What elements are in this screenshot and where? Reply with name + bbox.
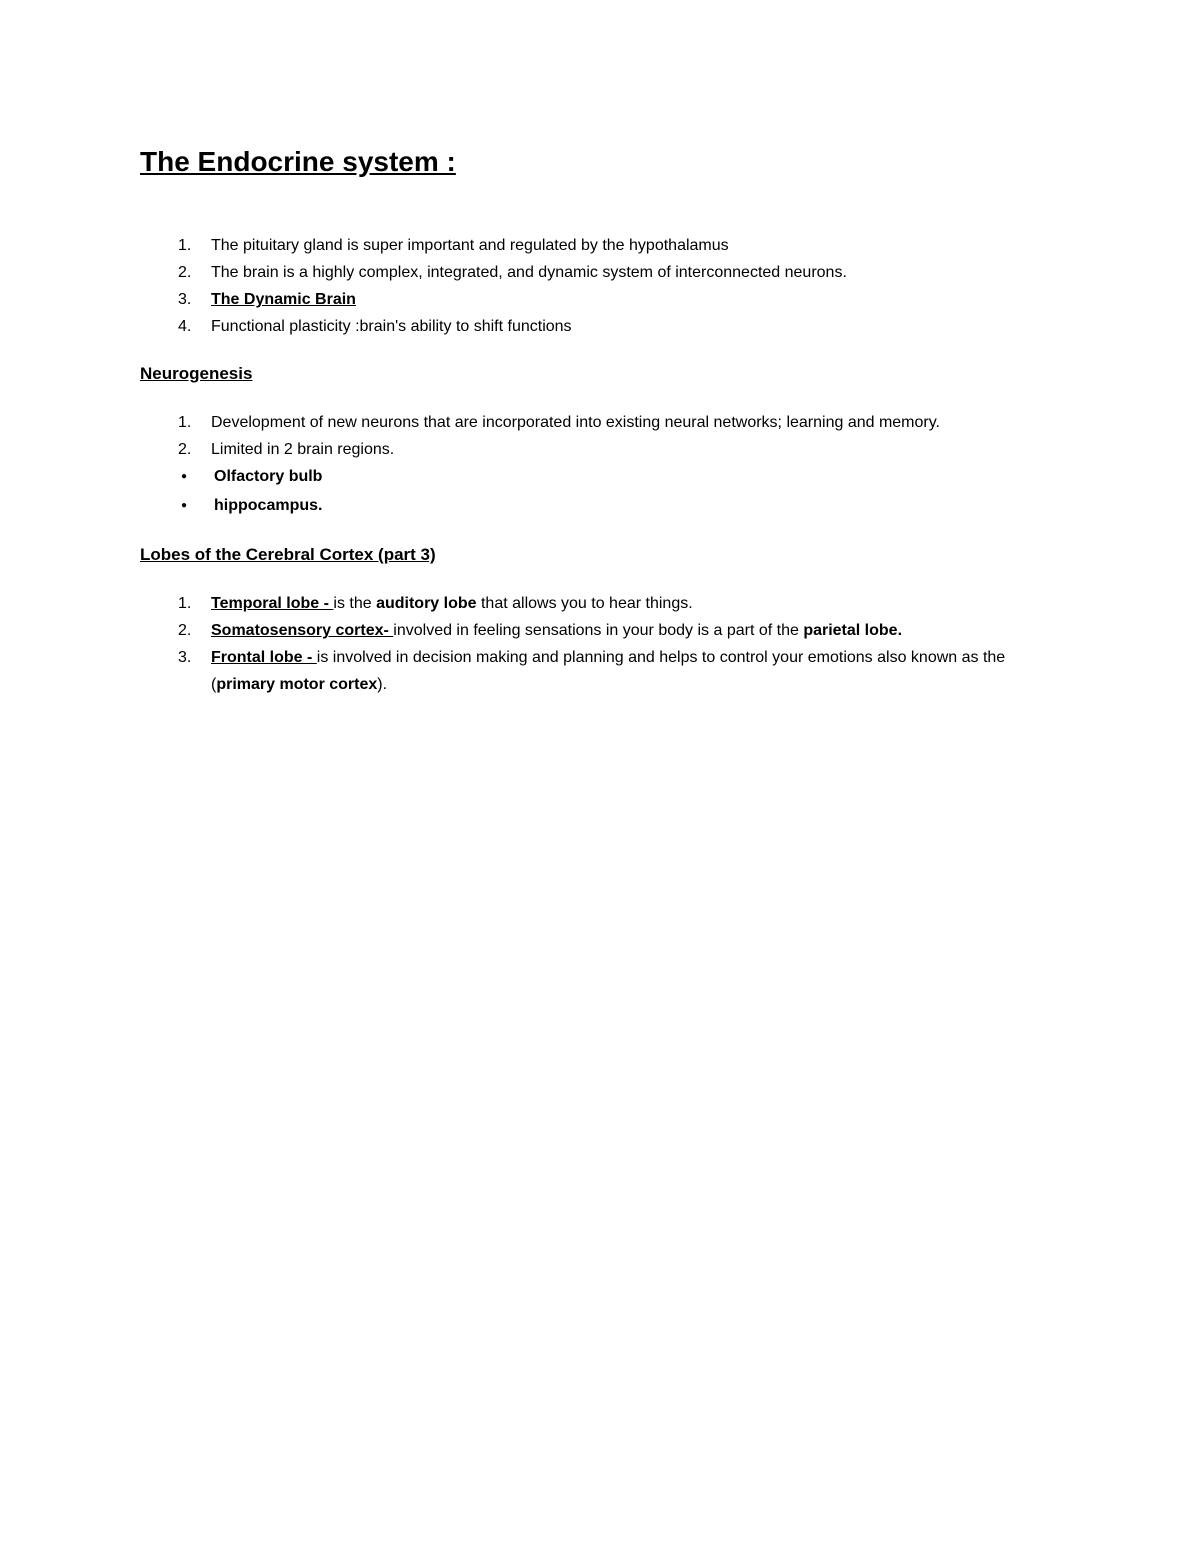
list-item [140, 409, 1011, 436]
list-item [140, 463, 1011, 492]
text-segment: Limited in 2 brain regions. [211, 441, 395, 458]
list-item-text [211, 409, 1011, 436]
list-item [140, 313, 1011, 340]
list-item-text [211, 232, 1011, 259]
page-title: The Endocrine system : [140, 146, 456, 177]
list-item-text [214, 463, 1011, 490]
list-item-text [211, 644, 1011, 698]
text-segment: Temporal lobe - [211, 595, 334, 612]
text-segment: involved in feeling sensations in your body is a part of the [393, 622, 804, 639]
text-segment: Olfactory bulb [214, 468, 323, 485]
text-segment: that allows you to hear things. [476, 595, 693, 612]
list-marker: 2. [178, 441, 192, 458]
list-item [140, 590, 1011, 617]
list-marker: 2. [178, 264, 192, 281]
neurogenesis-list [140, 409, 1011, 521]
bullet-marker: ● [181, 471, 188, 482]
text-segment: The pituitary gland is super important and regulated by the hypothalamus [211, 237, 729, 254]
list-item [140, 492, 1011, 521]
text-segment: Development of new neurons that are incorporated into existing neural networks; learning and memory. [211, 414, 940, 431]
text-segment: parietal lobe. [803, 622, 903, 639]
list-item [140, 617, 1011, 644]
text-segment: Somatosensory cortex- [211, 622, 394, 639]
list-marker: 2. [178, 622, 192, 639]
list-marker: 3. [178, 649, 192, 666]
list-item [140, 232, 1011, 259]
text-segment: Frontal lobe - [211, 649, 317, 666]
list-item-text [211, 313, 1011, 340]
list-marker: 1. [178, 414, 192, 431]
text-segment: primary motor cortex [216, 676, 378, 693]
list-marker: 3. [178, 291, 192, 308]
list-item [140, 644, 1011, 698]
section-heading-lobes: Lobes of the Cerebral Cortex (part 3) [140, 545, 436, 564]
text-segment: Functional plasticity :brain's ability to shift functions [211, 318, 572, 335]
list-marker: 1. [178, 237, 192, 254]
text-segment: ). [377, 676, 388, 693]
text-segment: auditory lobe [376, 595, 477, 612]
text-segment: is involved in decision making and planning and helps to control your emotions also known as the ( [211, 649, 1006, 693]
bullet-marker: ● [181, 500, 188, 511]
list-marker: 1. [178, 595, 192, 612]
list-item-text [211, 436, 1011, 463]
list-item [140, 259, 1011, 286]
list-item-text [211, 286, 1011, 313]
section-heading-neurogenesis: Neurogenesis [140, 364, 253, 383]
list-item-text [214, 492, 1011, 519]
text-segment: hippocampus. [214, 497, 323, 514]
list-marker: 4. [178, 318, 192, 335]
list-item-text [211, 590, 1011, 617]
text-segment: is the [333, 595, 377, 612]
text-segment: The Dynamic Brain [211, 291, 356, 308]
text-segment: The brain is a highly complex, integrated, and dynamic system of interconnected neurons. [211, 264, 847, 281]
list-item-text [211, 617, 1011, 644]
lobes-list [140, 590, 1011, 698]
endocrine-intro-list [140, 232, 1011, 340]
list-item [140, 436, 1011, 463]
list-item [140, 286, 1011, 313]
list-item-text [211, 259, 1011, 286]
